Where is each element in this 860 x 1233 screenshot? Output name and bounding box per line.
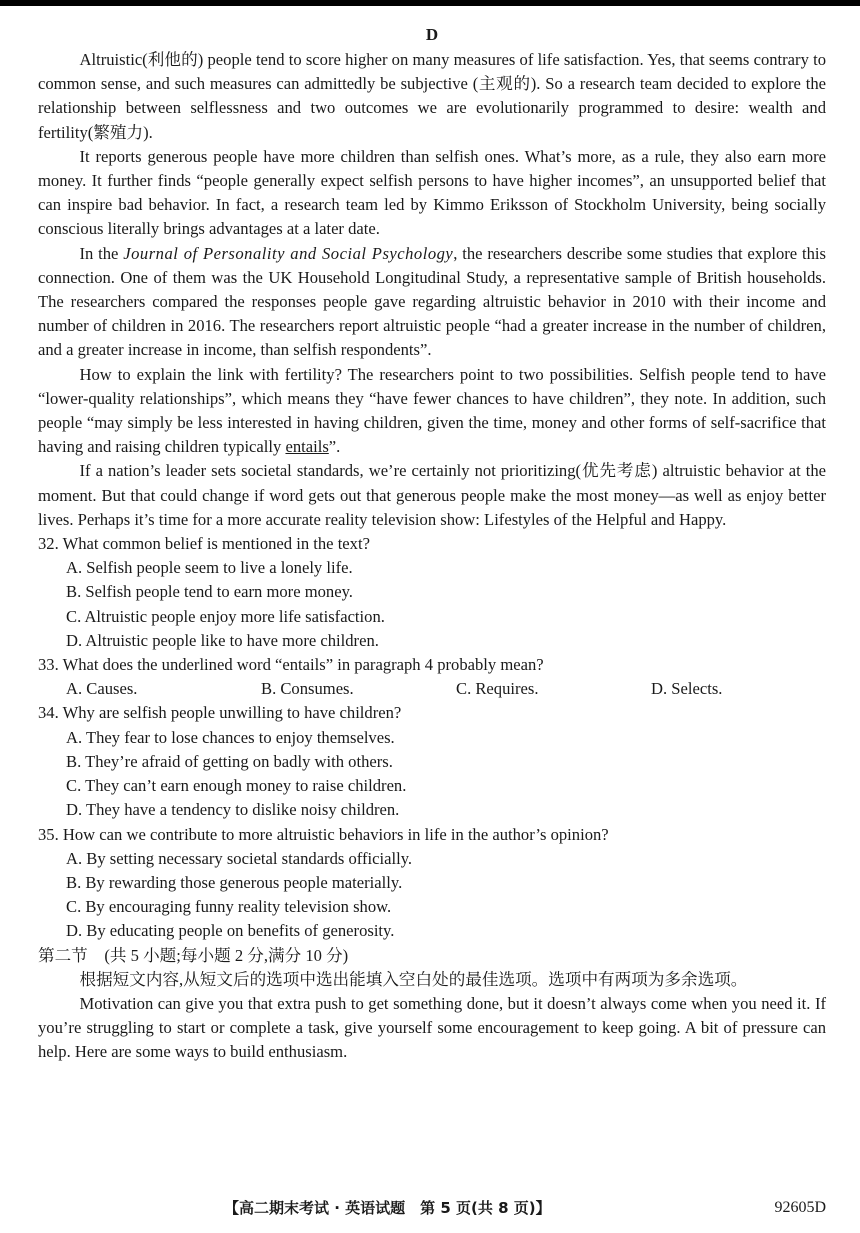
question-33-option-a: A. Causes. — [66, 679, 138, 699]
section-2-instruction: 根据短文内容,从短文后的选项中选出能填入空白处的最佳选项。选项中有两项为多余选项。 — [79, 969, 748, 989]
question-34-option-b: B. They’re afraid of getting on badly with others. — [66, 751, 393, 771]
question-32-option-a: A. Selfish people seem to live a lonely life. — [66, 558, 353, 578]
footer-title: 【高二期末考试 · 英语试题 第 5 页(共 8 页)】 — [224, 1199, 551, 1217]
passage-paragraph-5: If a nation’s leader sets societal standards, we’re certainly not prioritizing(优先考虑) altruistic behavior at the moment. But that could change if word gets out that generous people make the most money—as well as enjoy better lives. Perhaps it’s time for a more accurate reality television show: Lifestyles of the Helpful and Happy. — [38, 461, 826, 529]
question-35-option-b: B. By rewarding those generous people materially. — [66, 872, 403, 892]
journal-title: Journal of Personality and Social Psychology — [123, 243, 454, 263]
question-33-stem: 33. What does the underlined word “entails” in paragraph 4 probably mean? — [38, 655, 544, 675]
question-35-option-c: C. By encouraging funny reality television show. — [66, 897, 392, 917]
question-33-option-c: C. Requires. — [456, 679, 539, 699]
question-34-option-d: D. They have a tendency to dislike noisy children. — [66, 800, 400, 820]
exam-page — [38, 22, 826, 1065]
p3-rest: , the researchers describe some studies that explore this connection. One of them was the UK Household Longitudinal Study, a representative sample of British households. The researchers compared the responses people gave regarding altruistic behavior in 2010 with their income and number of children in 2016. The researchers report altruistic people “had a greater increase in the number of children, and a greater increase in income, than selfish respondents”. — [38, 243, 826, 360]
question-34-option-c: C. They can’t earn enough money to raise children. — [66, 776, 407, 796]
p4-rest: ”. — [328, 437, 341, 457]
p3-lead: In the — [79, 243, 124, 263]
question-34-option-a: A. They fear to lose chances to enjoy themselves. — [66, 727, 395, 747]
question-34-stem: 34. Why are selfish people unwilling to have children? — [38, 703, 402, 723]
passage-paragraph-2: It reports generous people have more children than selfish ones. What’s more, as a rule, they also earn more money. It further finds “people generally expect selfish persons to have higher incomes”, an unsupported belief that can inspire bad behavior. In fact, a research team led by Kimmo Eriksson of Stockholm University, being socially conscious literally brings advantages at a later date. — [38, 146, 826, 239]
footer-code: 92605D — [774, 1199, 826, 1216]
passage-paragraph-1: Altruistic(利他的) people tend to score higher on many measures of life satisfaction. Yes, that seems contrary to common sense, and such measures can admittedly be subjective (主观的). So a research team decided to explore the relationship between selflessness and two outcomes we are evolutionarily programmed to desire: wealth and fertility(繁殖力). — [38, 50, 826, 142]
p4-lead: How to explain the link with fertility? The researchers point to two possibilities. Selfish people tend to have “lower-quality relationships”, which means they “have fewer chances to have children”, they note. In addition, such people “may simply be less interested in having children, given the time, money and other forms of self-sacrifice that having and raising children typically — [38, 364, 826, 457]
passage-paragraph-3 — [38, 242, 826, 363]
page-footer — [0, 1196, 860, 1220]
question-32-option-b: B. Selfish people tend to earn more money. — [66, 582, 353, 602]
section-2-passage: Motivation can give you that extra push to get something done, but it doesn’t always come when you need it. If you’re struggling to start or complete a task, give yourself some encouragement to keep going. A bit of pressure can help. Here are some ways to build enthusiasm. — [38, 993, 826, 1062]
section-2-heading: 第二节 (共 5 小题;每小题 2 分,满分 10 分) — [38, 945, 349, 965]
question-32-option-d: D. Altruistic people like to have more children. — [66, 630, 379, 650]
question-35-stem: 35. How can we contribute to more altruistic behaviors in life in the author’s opinion? — [38, 824, 609, 844]
question-33-option-b: B. Consumes. — [261, 679, 354, 699]
passage-paragraph-4 — [38, 363, 826, 460]
question-32-option-c: C. Altruistic people enjoy more life satisfaction. — [66, 606, 385, 626]
question-33-options — [66, 677, 826, 701]
underlined-word: entails — [285, 437, 329, 457]
question-33-option-d: D. Selects. — [651, 679, 723, 699]
question-35-option-d: D. By educating people on benefits of generosity. — [66, 921, 395, 941]
question-32-stem: 32. What common belief is mentioned in the text? — [38, 534, 370, 554]
section-title: D — [425, 25, 439, 44]
top-border — [0, 0, 860, 6]
question-35-option-a: A. By setting necessary societal standards officially. — [66, 848, 413, 868]
